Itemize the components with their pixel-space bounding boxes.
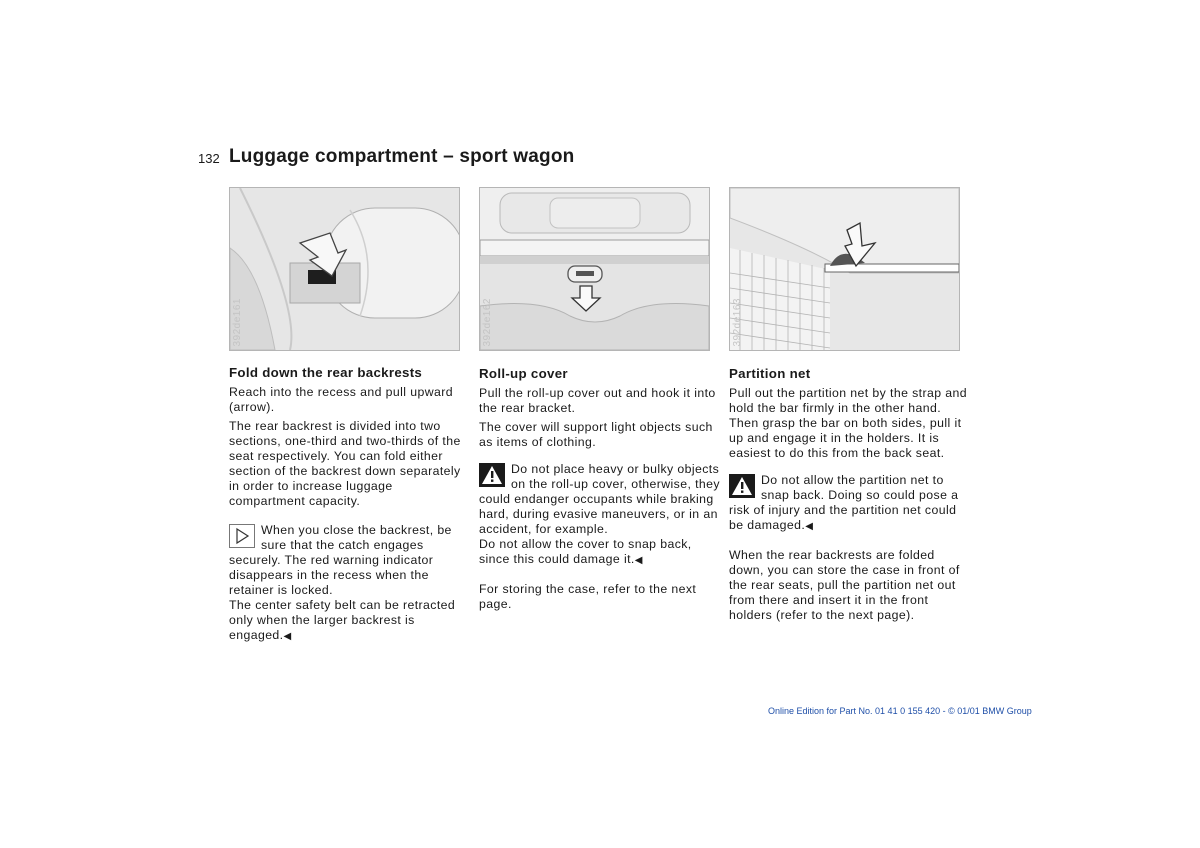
paragraph: For storing the case, refer to the next page. [479,582,697,611]
figure-roll-up-cover [479,187,710,351]
note-block [229,523,471,598]
end-mark: ◀ [634,555,643,566]
paragraph: The cover will support light objects such as items of clothing. [479,420,713,449]
page-number: 132 [198,151,220,166]
end-mark: ◀ [283,631,292,642]
paragraph: When the rear backrests are folded down, you can store the case in front of the rear seats, pull the partition net out from there and insert it in the front holders (refer to the next page). [729,548,960,622]
note-triangle-icon [229,524,255,548]
page-title: Luggage compartment – sport wagon [229,146,575,167]
paragraph-with-end [479,537,721,568]
section-roll-up-cover [479,366,721,616]
section-heading: Fold down the rear backrests [229,365,423,380]
figure-code: 392de163 [732,297,743,346]
roll-up-cover-bracket-illustration [480,188,709,350]
paragraph: The rear backrest is divided into two sections, one-third and two-thirds of the seat respectively. You can fold either section of the backrest down separately in order to increase luggage compartment capacity. [229,419,461,508]
note-text: When you close the backrest, be sure that the catch engages securely. The red warning indicator disappears in the recess when the retainer is locked. [229,523,452,597]
figure-code: 392de161 [232,297,243,346]
end-mark: ◀ [805,521,814,532]
warning-block [479,462,721,537]
warning-text: Do not place heavy or bulky objects on the roll-up cover, otherwise, they could endanger occupants while braking hard, during evasive maneuvers, or in an accident, for example. [479,462,720,536]
paragraph: Reach into the recess and pull upward (arrow). [229,385,453,414]
paragraph: The center safety belt can be retracted only when the larger backrest is engaged. [229,598,456,642]
section-heading: Roll-up cover [479,366,568,381]
paragraph: Do not allow the cover to snap back, since this could damage it. [479,537,692,566]
warning-icon [729,474,755,498]
figure-partition-net [729,187,960,351]
section-partition-net [729,366,971,627]
warning-block [729,473,971,534]
section-heading: Partition net [729,366,811,381]
paragraph: Pull the roll-up cover out and hook it into the rear bracket. [479,386,716,415]
section-fold-backrests [229,365,471,644]
backrest-release-arrow-illustration [230,188,459,350]
figure-code: 392de162 [482,297,493,346]
warning-text: Do not allow the partition net to snap back. Doing so could pose a risk of injury and the partition net could be damaged. [729,473,959,532]
paragraph: Pull out the partition net by the strap and hold the bar firmly in the other hand. Then grasp the bar on both sides, pull it up and engage it in the holders. It is easiest to do this from the back seat. [729,386,968,460]
footer-edition-note: Online Edition for Part No. 01 41 0 155 420 - © 01/01 BMW Group [768,706,1032,716]
warning-icon [479,463,505,487]
partition-net-illustration [730,188,959,350]
paragraph-with-end [229,598,471,644]
figure-fold-backrest [229,187,460,351]
